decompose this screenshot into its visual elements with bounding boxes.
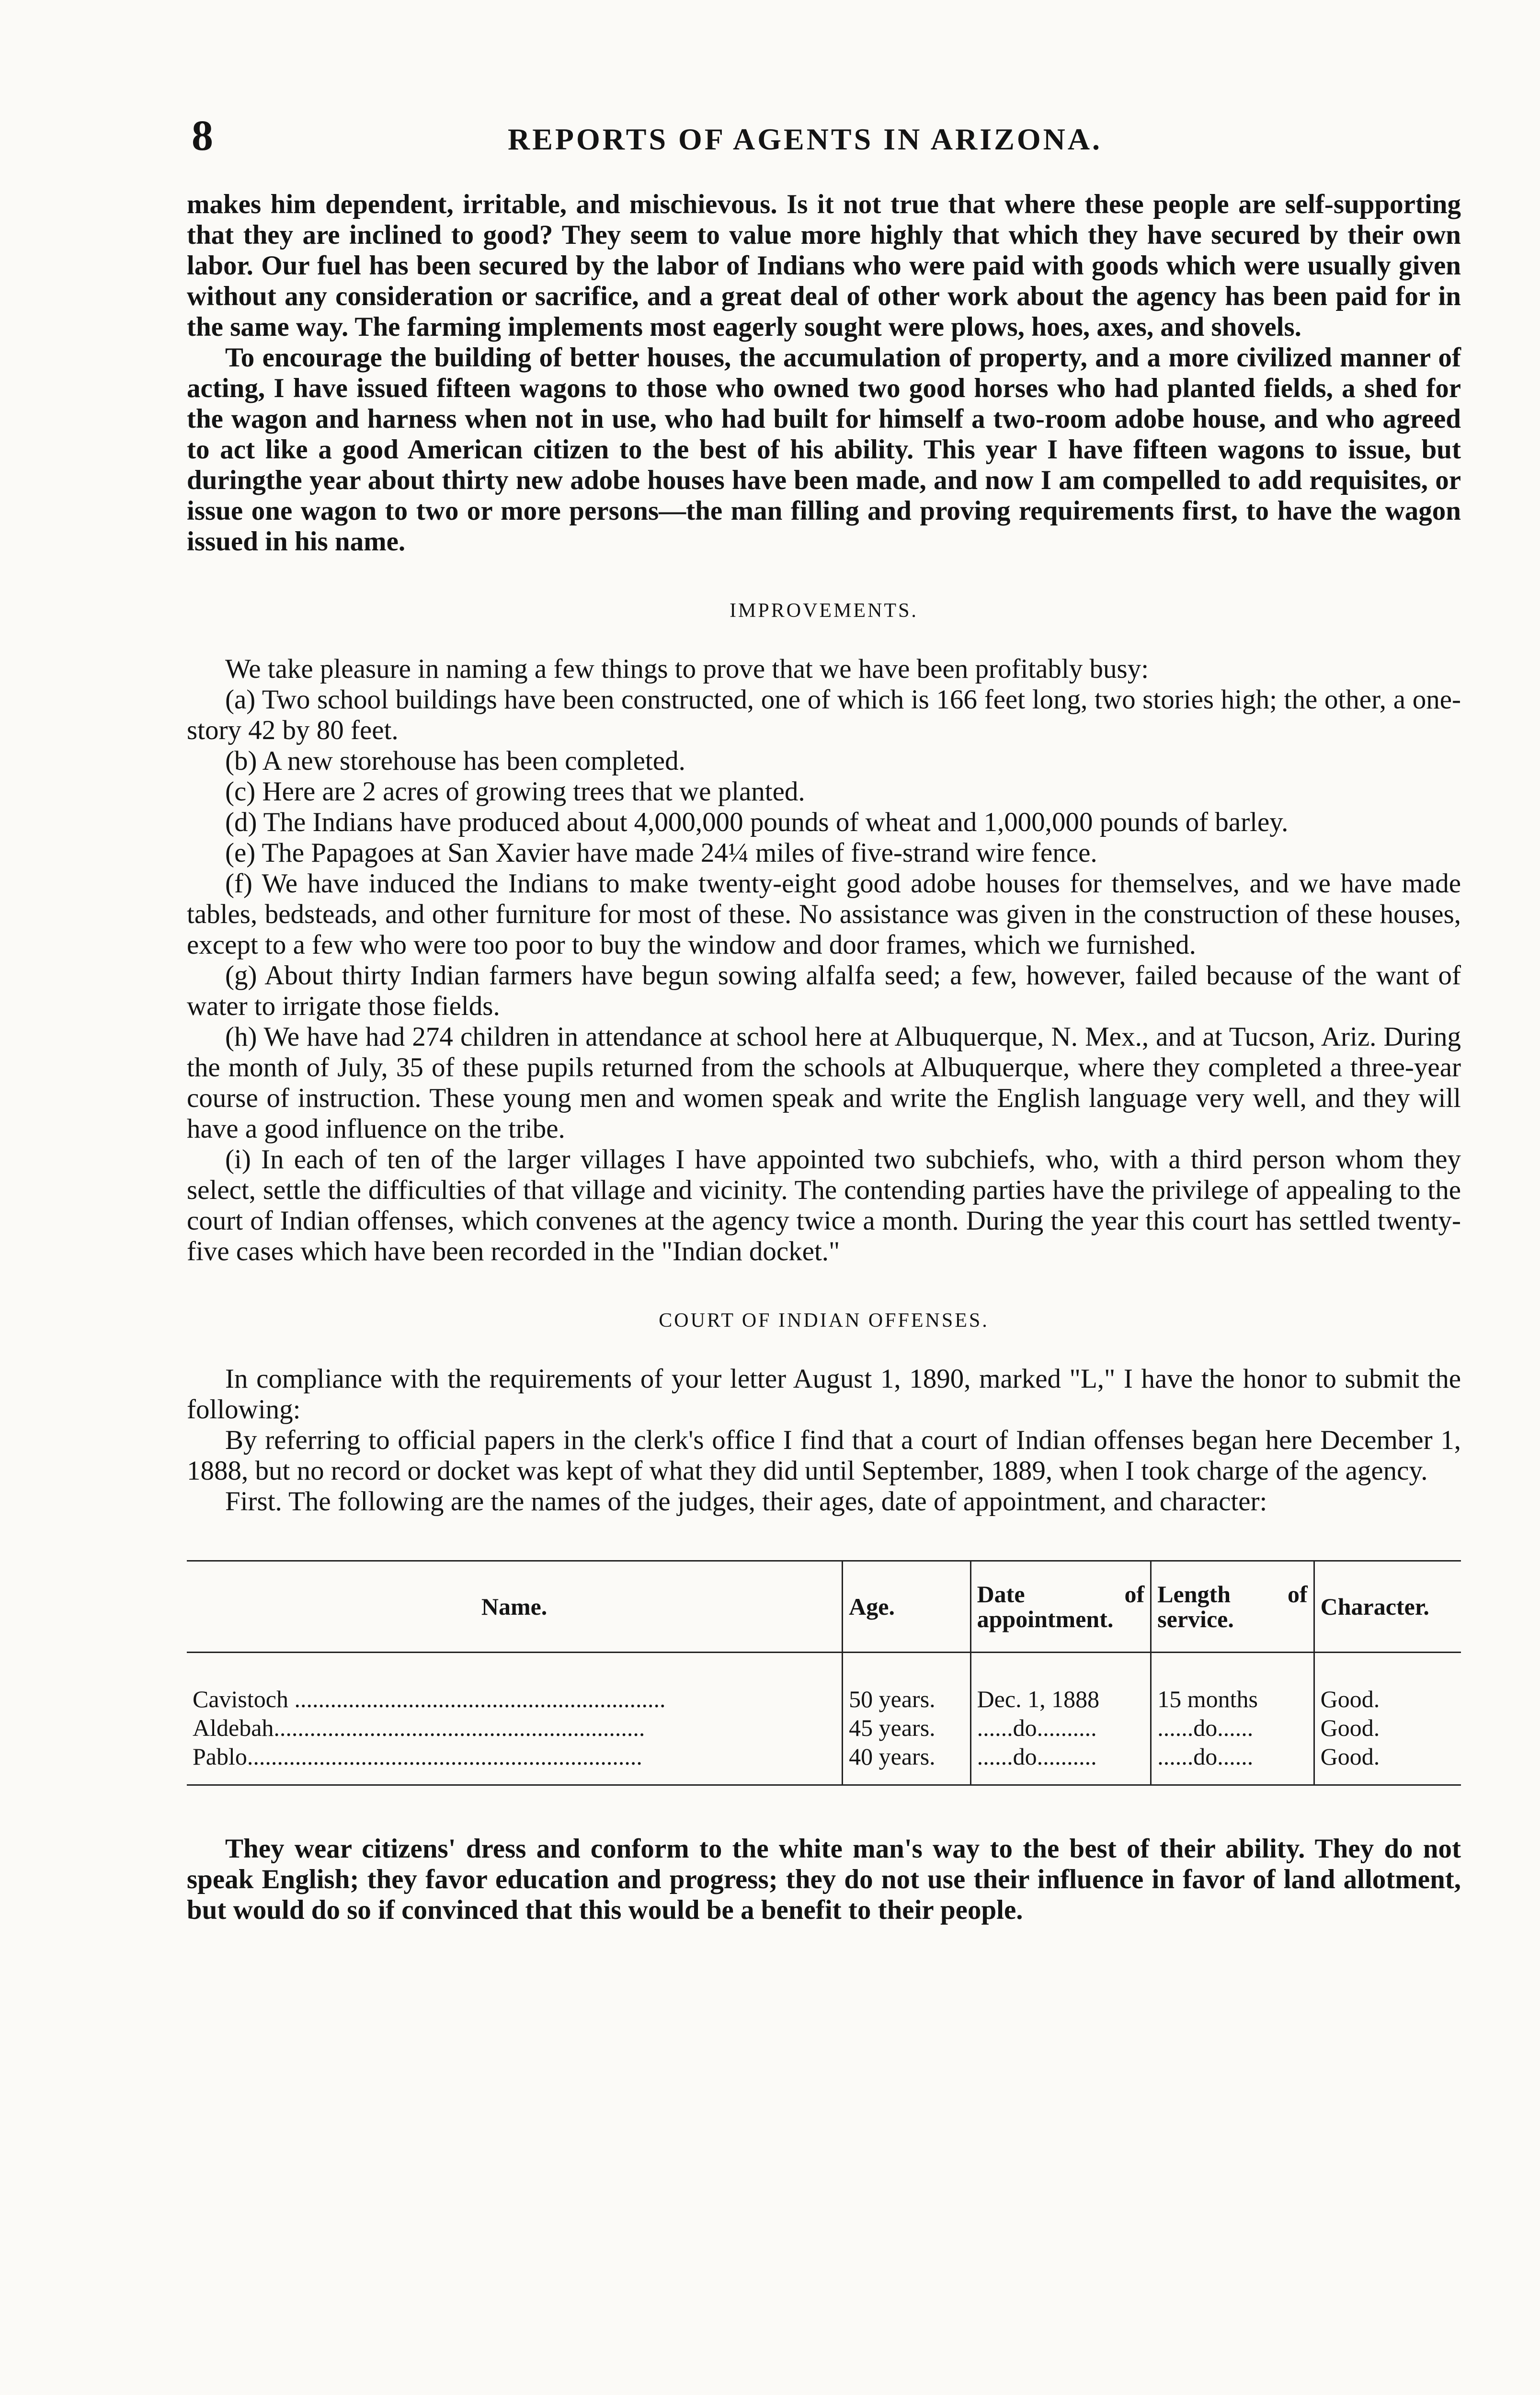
column-header-name: Name. xyxy=(187,1561,843,1653)
improvement-item-d: (d) The Indians have produced about 4,000,000 pounds of wheat and 1,000,000 pounds of barley. xyxy=(225,807,1289,837)
paragraph-continuation: makes him dependent, irritable, and mischievous. Is it not true that where these people are self-supporting that they are inclined to good? They seem to value more highly that which they have secured by their own labor. Our fuel has been secured by the labor of Indians who were paid with goods which were usually given without any consideration or sacrifice, and a great deal of other work about the agency has been paid for in the same way. The farming implements most eagerly sought were plows, hoes, axes, and shovels. xyxy=(187,189,1461,342)
improvement-item-b: (b) A new storehouse has been completed. xyxy=(225,746,685,776)
improvement-item-f: (f) We have induced the Indians to make twenty-eight good adobe houses for themselves, and we have made tables, bedsteads, and other furniture for most of these. No assistance was given in the construction of these houses, except to a few who were too poor to buy the window and door frames, which we furnished. xyxy=(187,868,1461,960)
improvement-item-c: (c) Here are 2 acres of growing trees that we planted. xyxy=(225,776,805,807)
judge-character: Good. xyxy=(1314,1713,1461,1742)
improvement-item-e: (e) The Papagoes at San Xavier have made 24¼ miles of five-strand wire fence. xyxy=(225,838,1097,868)
judge-appointment-date: ......do.......... xyxy=(970,1713,1151,1742)
judge-service-length: 15 months xyxy=(1151,1653,1314,1714)
column-header-age: Age. xyxy=(843,1561,970,1653)
improvements-intro: We take pleasure in naming a few things to prove that we have been profitably busy: xyxy=(225,654,1149,684)
page-number: 8 xyxy=(192,112,213,160)
judge-name: Cavistoch .............................................................. xyxy=(193,1686,666,1712)
improvement-item-h: (h) We have had 274 children in attendance at school here at Albuquerque, N. Mex., and at Tucson, Ariz. During the month of July, 35 of these pupils returned from the schools at Albuquerque, where they completed a three-year course of instruction. These young men and women speak and write the English language very well, and they will have a good influence on the tribe. xyxy=(187,1022,1461,1144)
judge-appointment-date: ......do.......... xyxy=(970,1742,1151,1785)
table-header-row xyxy=(187,1561,1461,1653)
document-body xyxy=(187,189,1461,1926)
judge-character: Good. xyxy=(1314,1742,1461,1785)
column-header-character: Character. xyxy=(1314,1561,1461,1653)
judge-character: Good. xyxy=(1314,1653,1461,1714)
judges-table xyxy=(187,1560,1461,1786)
court-paragraph-compliance: In compliance with the requirements of your letter August 1, 1890, marked "L," I have the honor to submit the following: xyxy=(187,1364,1461,1425)
judge-name: Pablo.................................................................. xyxy=(187,1742,843,1785)
court-paragraph-judges-intro: First. The following are the names of the judges, their ages, date of appointment, and character: xyxy=(225,1486,1267,1517)
column-header-length: Length of service. xyxy=(1151,1561,1314,1653)
column-header-date: Date of appointment. xyxy=(970,1561,1151,1653)
table-row xyxy=(187,1653,1461,1714)
table-row xyxy=(187,1713,1461,1742)
judge-age: 50 years. xyxy=(843,1653,970,1714)
improvement-item-g: (g) About thirty Indian farmers have begun sowing alfalfa seed; a few, however, failed because of the want of water to irrigate those fields. xyxy=(187,960,1461,1021)
court-paragraph-closing: They wear citizens' dress and conform to the white man's way to the best of their ability. They do not speak English; they favor education and progress; they do not use their influence in favor of land allotment, but would do so if convinced that this would be a benefit to their people. xyxy=(187,1834,1461,1925)
section-heading-improvements: IMPROVEMENTS. xyxy=(730,600,918,622)
judge-appointment-date: Dec. 1, 1888 xyxy=(970,1653,1151,1714)
table-row xyxy=(187,1742,1461,1785)
paragraph-wagons: To encourage the building of better houses, the accumulation of property, and a more civilized manner of acting, I have issued fifteen wagons to those who owned two good horses who had planted fields, a shed for the wagon and harness when not in use, who had built for himself a two-room adobe house, and who agreed to act like a good American citizen to the best of his ability. This year I have fifteen wagons to issue, but duringthe year about thirty new adobe houses have been made, and now I am compelled to add requisites, or issue one wagon to two or more persons—the man filling and proving requirements first, to have the wagon issued in his name. xyxy=(187,342,1461,557)
improvement-item-i: (i) In each of ten of the larger villages I have appointed two subchiefs, who, with a third person whom they select, settle the difficulties of that village and vicinity. The contending parties have the privilege of appealing to the court of Indian offenses, which convenes at the agency twice a month. During the year this court has settled twenty-five cases which have been recorded in the "Indian docket." xyxy=(187,1144,1461,1266)
court-paragraph-records: By referring to official papers in the clerk's office I find that a court of Indian offenses began here December 1, 1888, but no record or docket was kept of what they did until September, 1889, when I took charge of the agency. xyxy=(187,1425,1461,1486)
judge-age: 40 years. xyxy=(843,1742,970,1785)
running-title: REPORTS OF AGENTS IN ARIZONA. xyxy=(508,122,1103,156)
improvement-item-a: (a) Two school buildings have been constructed, one of which is 166 feet long, two stories high; the other, a one-story 42 by 80 feet. xyxy=(187,684,1461,745)
section-heading-court: COURT OF INDIAN OFFENSES. xyxy=(659,1310,989,1332)
judge-age: 45 years. xyxy=(843,1713,970,1742)
judge-name: Aldebah.............................................................. xyxy=(193,1714,645,1741)
judge-service-length: ......do...... xyxy=(1151,1713,1314,1742)
judge-service-length: ......do...... xyxy=(1151,1742,1314,1785)
running-header xyxy=(192,111,1456,164)
